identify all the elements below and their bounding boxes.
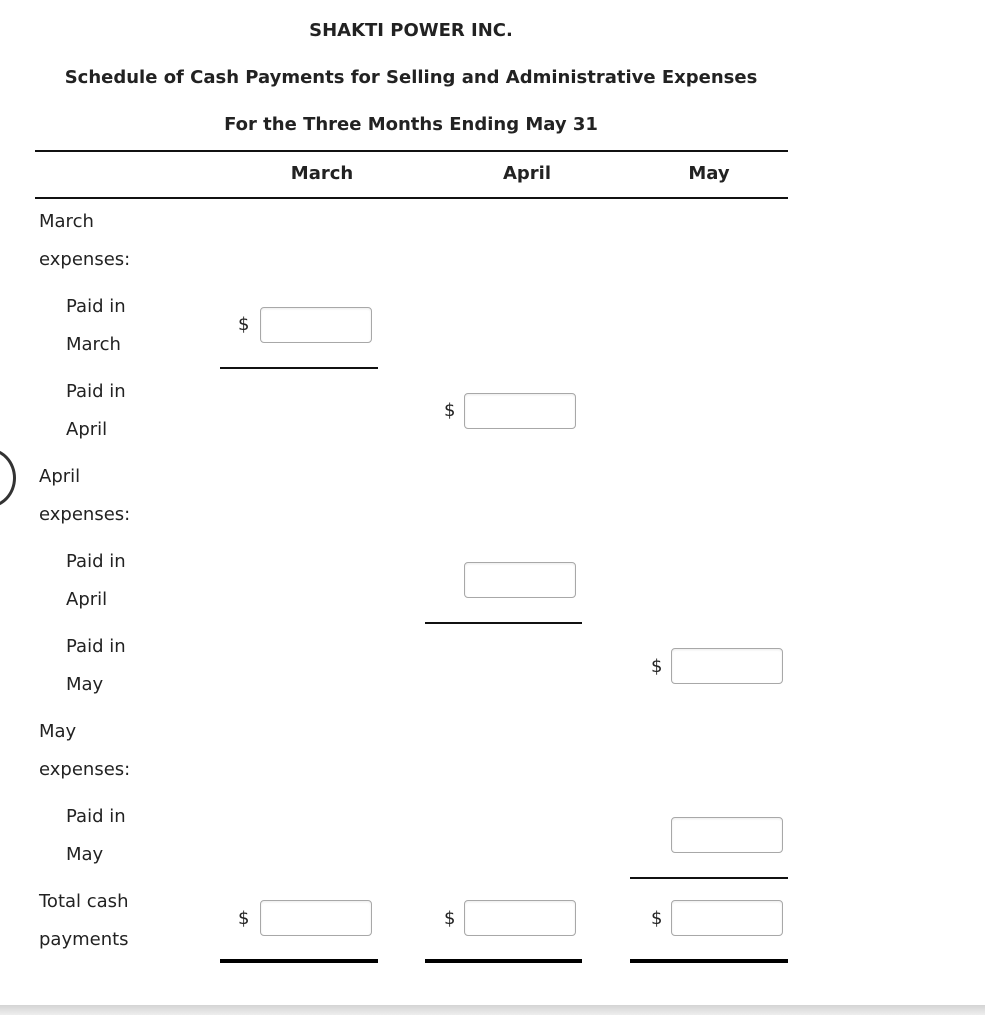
column-header-may: May (688, 163, 730, 184)
row-label-march-paid-in-april: Paid in April (66, 381, 126, 440)
row-label-march-paid-in-march: Paid in March (66, 296, 126, 355)
company-name: SHAKTI POWER INC. (309, 20, 513, 41)
march-expenses-paid-march-input[interactable] (260, 307, 372, 343)
dollar-sign: $ (651, 656, 663, 677)
dollar-sign: $ (238, 908, 250, 929)
row-label-may-paid-in-may: Paid in May (66, 806, 126, 865)
total-march-input[interactable] (260, 900, 372, 936)
column-header-march: March (290, 163, 354, 184)
header-top-rule (35, 150, 788, 152)
schedule-title: Schedule of Cash Payments for Selling and Administrative Expenses (64, 67, 758, 88)
bottom-edge-bar (0, 1005, 985, 1015)
may-expenses-paid-may-input[interactable] (671, 817, 783, 853)
column-header-april: April (502, 163, 552, 184)
subtotal-rule-march (220, 367, 378, 369)
header-bottom-rule (35, 197, 788, 199)
dollar-sign: $ (444, 400, 456, 421)
row-label-may-expenses: May expenses: (39, 721, 131, 780)
row-label-april-expenses: April expenses: (39, 466, 131, 525)
total-rule-april (425, 959, 582, 963)
total-rule-may (630, 959, 788, 963)
april-expenses-paid-may-input[interactable] (671, 648, 783, 684)
row-label-total-cash-payments: Total cash payments (39, 891, 129, 950)
partial-circle-icon (0, 448, 16, 508)
subtotal-rule-may (630, 877, 788, 879)
dollar-sign: $ (238, 314, 250, 335)
april-expenses-paid-april-input[interactable] (464, 562, 576, 598)
period-label: For the Three Months Ending May 31 (224, 114, 598, 135)
row-label-april-paid-in-may: Paid in May (66, 636, 126, 695)
total-rule-march (220, 959, 378, 963)
row-label-march-expenses: March expenses: (39, 211, 131, 270)
march-expenses-paid-april-input[interactable] (464, 393, 576, 429)
dollar-sign: $ (444, 908, 456, 929)
dollar-sign: $ (651, 908, 663, 929)
row-label-april-paid-in-april: Paid in April (66, 551, 126, 610)
total-april-input[interactable] (464, 900, 576, 936)
total-may-input[interactable] (671, 900, 783, 936)
subtotal-rule-april (425, 622, 582, 624)
